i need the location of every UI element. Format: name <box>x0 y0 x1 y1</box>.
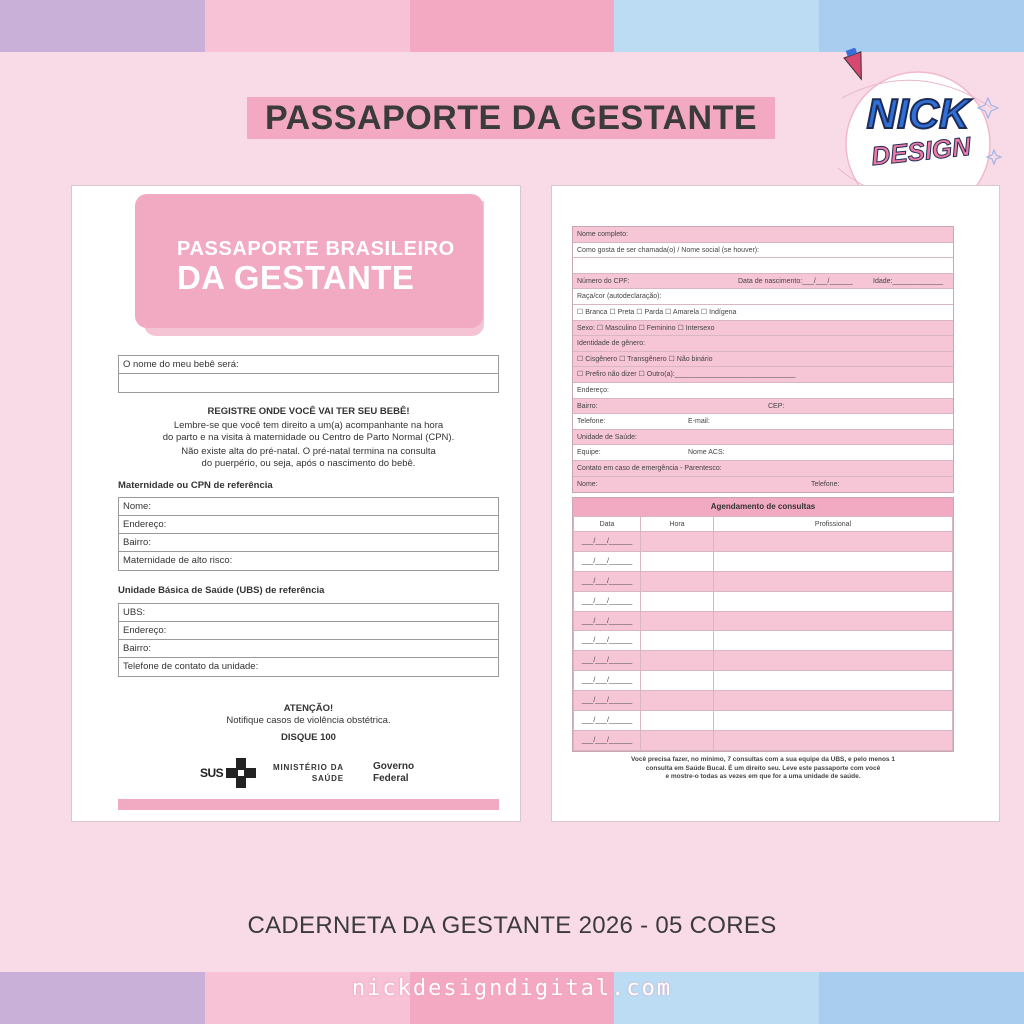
field-cep: CEP: <box>768 402 785 410</box>
table-row[interactable] <box>574 551 953 571</box>
ubs-box <box>118 603 499 677</box>
date-cell[interactable]: ___/___/______ <box>574 571 641 591</box>
time-cell[interactable] <box>641 671 714 691</box>
table-row[interactable] <box>574 691 953 711</box>
left-page <box>71 185 521 822</box>
time-cell[interactable] <box>641 691 714 711</box>
col-time: Hora <box>641 517 714 532</box>
ubs-title: Unidade Básica de Saúde (UBS) de referência <box>118 585 325 596</box>
date-cell[interactable]: ___/___/______ <box>574 591 641 611</box>
field-emergency[interactable]: Contato em caso de emergência - Parentesco: <box>573 461 953 477</box>
field-birthdate: Data de nascimento:___/___/______ <box>738 277 853 285</box>
table-row[interactable] <box>574 532 953 552</box>
professional-cell[interactable] <box>714 611 953 631</box>
date-cell[interactable]: ___/___/______ <box>574 651 641 671</box>
government-logos <box>200 758 420 788</box>
ministry-line1: MINISTÉRIO DA <box>273 763 344 772</box>
sus-cross-icon <box>226 758 256 788</box>
attention-phone: DISQUE 100 <box>281 732 336 743</box>
field-full-name[interactable]: Nome completo: <box>573 227 953 243</box>
bottom-pink-bar <box>118 799 499 810</box>
table-row[interactable] <box>574 611 953 631</box>
date-cell[interactable]: ___/___/______ <box>574 631 641 651</box>
time-cell[interactable] <box>641 532 714 552</box>
banner-line2: DA GESTANTE <box>177 259 415 296</box>
field-phone-row[interactable] <box>573 414 953 430</box>
professional-cell[interactable] <box>714 711 953 731</box>
time-cell[interactable] <box>641 651 714 671</box>
sus-label: SUS <box>200 766 224 780</box>
logo-line1: NICK <box>866 90 970 137</box>
ubs-field[interactable]: Bairro: <box>119 640 498 658</box>
ubs-field[interactable]: Telefone de contato da unidade: <box>123 661 259 672</box>
field-phone: Telefone: <box>577 418 606 426</box>
date-cell[interactable]: ___/___/______ <box>574 691 641 711</box>
table-row[interactable] <box>574 571 953 591</box>
appointments-title: Agendamento de consultas <box>573 498 953 516</box>
professional-cell[interactable] <box>714 591 953 611</box>
field-race: Raça/cor (autodeclaração): <box>573 289 953 305</box>
personal-data-form <box>572 226 954 493</box>
gov-line1: Governo <box>373 761 415 772</box>
time-cell[interactable] <box>641 571 714 591</box>
field-gender-options2[interactable]: ☐ Prefiro não dizer ☐ Outro(a):_______________________________ <box>573 367 953 383</box>
field-social-name[interactable]: Como gosta de ser chamada(o) / Nome social (se houver): <box>573 243 953 259</box>
table-row[interactable] <box>574 651 953 671</box>
date-cell[interactable]: ___/___/______ <box>574 551 641 571</box>
table-row[interactable] <box>574 711 953 731</box>
main-title: PASSAPORTE DA GESTANTE <box>247 97 775 139</box>
professional-cell[interactable] <box>714 571 953 591</box>
time-cell[interactable] <box>641 611 714 631</box>
maternity-field[interactable]: Endereço: <box>119 516 498 534</box>
banner-line1: PASSAPORTE BRASILEIRO <box>177 238 455 260</box>
consultation-note <box>572 756 954 782</box>
professional-cell[interactable] <box>714 671 953 691</box>
time-cell[interactable] <box>641 551 714 571</box>
table-row[interactable] <box>574 591 953 611</box>
note-line1: Você precisa fazer, no mínimo, 7 consultas com a sua equipe da UBS, e pelo menos 1 <box>631 756 895 763</box>
field-age: Idade:_____________ <box>873 277 944 285</box>
passport-banner <box>135 194 483 328</box>
maternity-field[interactable]: Nome: <box>119 498 498 516</box>
col-professional: Profissional <box>714 517 953 532</box>
note-line3: e mostre-o todas as vezes em que for a uma unidade de saúde. <box>665 773 861 780</box>
field-address[interactable]: Endereço: <box>573 383 953 399</box>
field-emergency-phone: Telefone: <box>811 480 840 488</box>
gov-line2: Federal <box>373 773 409 784</box>
field-cpf: Número do CPF: <box>577 277 630 285</box>
baby-name-label[interactable]: O nome do meu bebê será: <box>119 356 498 374</box>
maternity-title: Maternidade ou CPN de referência <box>118 480 273 491</box>
register-text4: do puerpério, ou seja, após o nascimento do bebê. <box>201 458 416 469</box>
table-row[interactable] <box>574 671 953 691</box>
field-sex[interactable]: Sexo: ☐ Masculino ☐ Feminino ☐ Intersexo <box>573 321 953 337</box>
professional-cell[interactable] <box>714 532 953 552</box>
appointments-table <box>572 497 954 752</box>
date-cell[interactable]: ___/___/______ <box>574 711 641 731</box>
field-bairro: Bairro: <box>577 402 598 410</box>
register-text1: Lembre-se que você tem direito a um(a) acompanhante na hora <box>173 420 444 431</box>
date-cell[interactable]: ___/___/______ <box>574 730 641 750</box>
field-blank[interactable] <box>573 258 953 274</box>
register-text3: Não existe alta do pré-natal. O pré-natal termina na consulta <box>181 446 436 457</box>
register-title: REGISTRE ONDE VOCÊ VAI TER SEU BEBÊ! <box>207 406 410 417</box>
field-cpf-row[interactable] <box>573 274 953 290</box>
professional-cell[interactable] <box>714 651 953 671</box>
register-text2: do parto e na visita à maternidade ou Centro de Parto Normal (CPN). <box>162 432 455 443</box>
attention-text: Notifique casos de violência obstétrica. <box>226 715 391 726</box>
website-url[interactable]: nickdesigndigital.com <box>351 976 673 1001</box>
ministry-label <box>273 762 344 784</box>
top-color-band <box>0 0 1024 52</box>
baby-name-blank[interactable] <box>119 374 498 392</box>
time-cell[interactable] <box>641 711 714 731</box>
time-cell[interactable] <box>641 591 714 611</box>
col-date: Data <box>574 517 641 532</box>
field-team: Equipe: <box>577 449 601 457</box>
field-emergency-row[interactable] <box>573 477 953 493</box>
field-health-unit[interactable]: Unidade de Saúde: <box>573 430 953 446</box>
ubs-field[interactable]: UBS: <box>119 604 498 622</box>
date-cell[interactable]: ___/___/______ <box>574 532 641 552</box>
table-row[interactable] <box>574 730 953 750</box>
ministry-line2: SAÚDE <box>311 774 344 783</box>
field-gender-options1[interactable]: ☐ Cisgênero ☐ Transgênero ☐ Não binário <box>573 352 953 368</box>
field-team-row[interactable] <box>573 445 953 461</box>
professional-cell[interactable] <box>714 730 953 750</box>
attention-title: ATENÇÃO! <box>283 703 334 714</box>
date-cell[interactable]: ___/___/______ <box>574 671 641 691</box>
field-race-options[interactable]: ☐ Branca ☐ Preta ☐ Parda ☐ Amarela ☐ Indígena <box>573 305 953 321</box>
professional-cell[interactable] <box>714 551 953 571</box>
field-acs: Nome ACS: <box>688 449 725 457</box>
baby-name-box <box>118 355 499 393</box>
note-line2: consulta em Saúde Bucal. É um direito seu. Leve este passaporte com você <box>645 764 881 772</box>
federal-government-label <box>373 761 414 785</box>
time-cell[interactable] <box>641 631 714 651</box>
logo-line2: DESIGN <box>869 130 973 172</box>
field-gender: Identidade de gênero: <box>573 336 953 352</box>
time-cell[interactable] <box>641 730 714 750</box>
field-email: E-mail: <box>688 418 710 426</box>
ubs-field[interactable]: Endereço: <box>119 622 498 640</box>
field-bairro-row[interactable] <box>573 399 953 415</box>
maternity-field[interactable]: Maternidade de alto risco: <box>123 555 233 566</box>
date-cell[interactable]: ___/___/______ <box>574 611 641 631</box>
maternity-field[interactable]: Bairro: <box>119 534 498 552</box>
table-row[interactable] <box>574 631 953 651</box>
field-emergency-name: Nome: <box>577 480 598 488</box>
professional-cell[interactable] <box>714 631 953 651</box>
professional-cell[interactable] <box>714 691 953 711</box>
maternity-box <box>118 497 499 571</box>
product-caption: CADERNETA DA GESTANTE 2026 - 05 CORES <box>247 912 777 939</box>
right-page <box>551 185 1000 822</box>
